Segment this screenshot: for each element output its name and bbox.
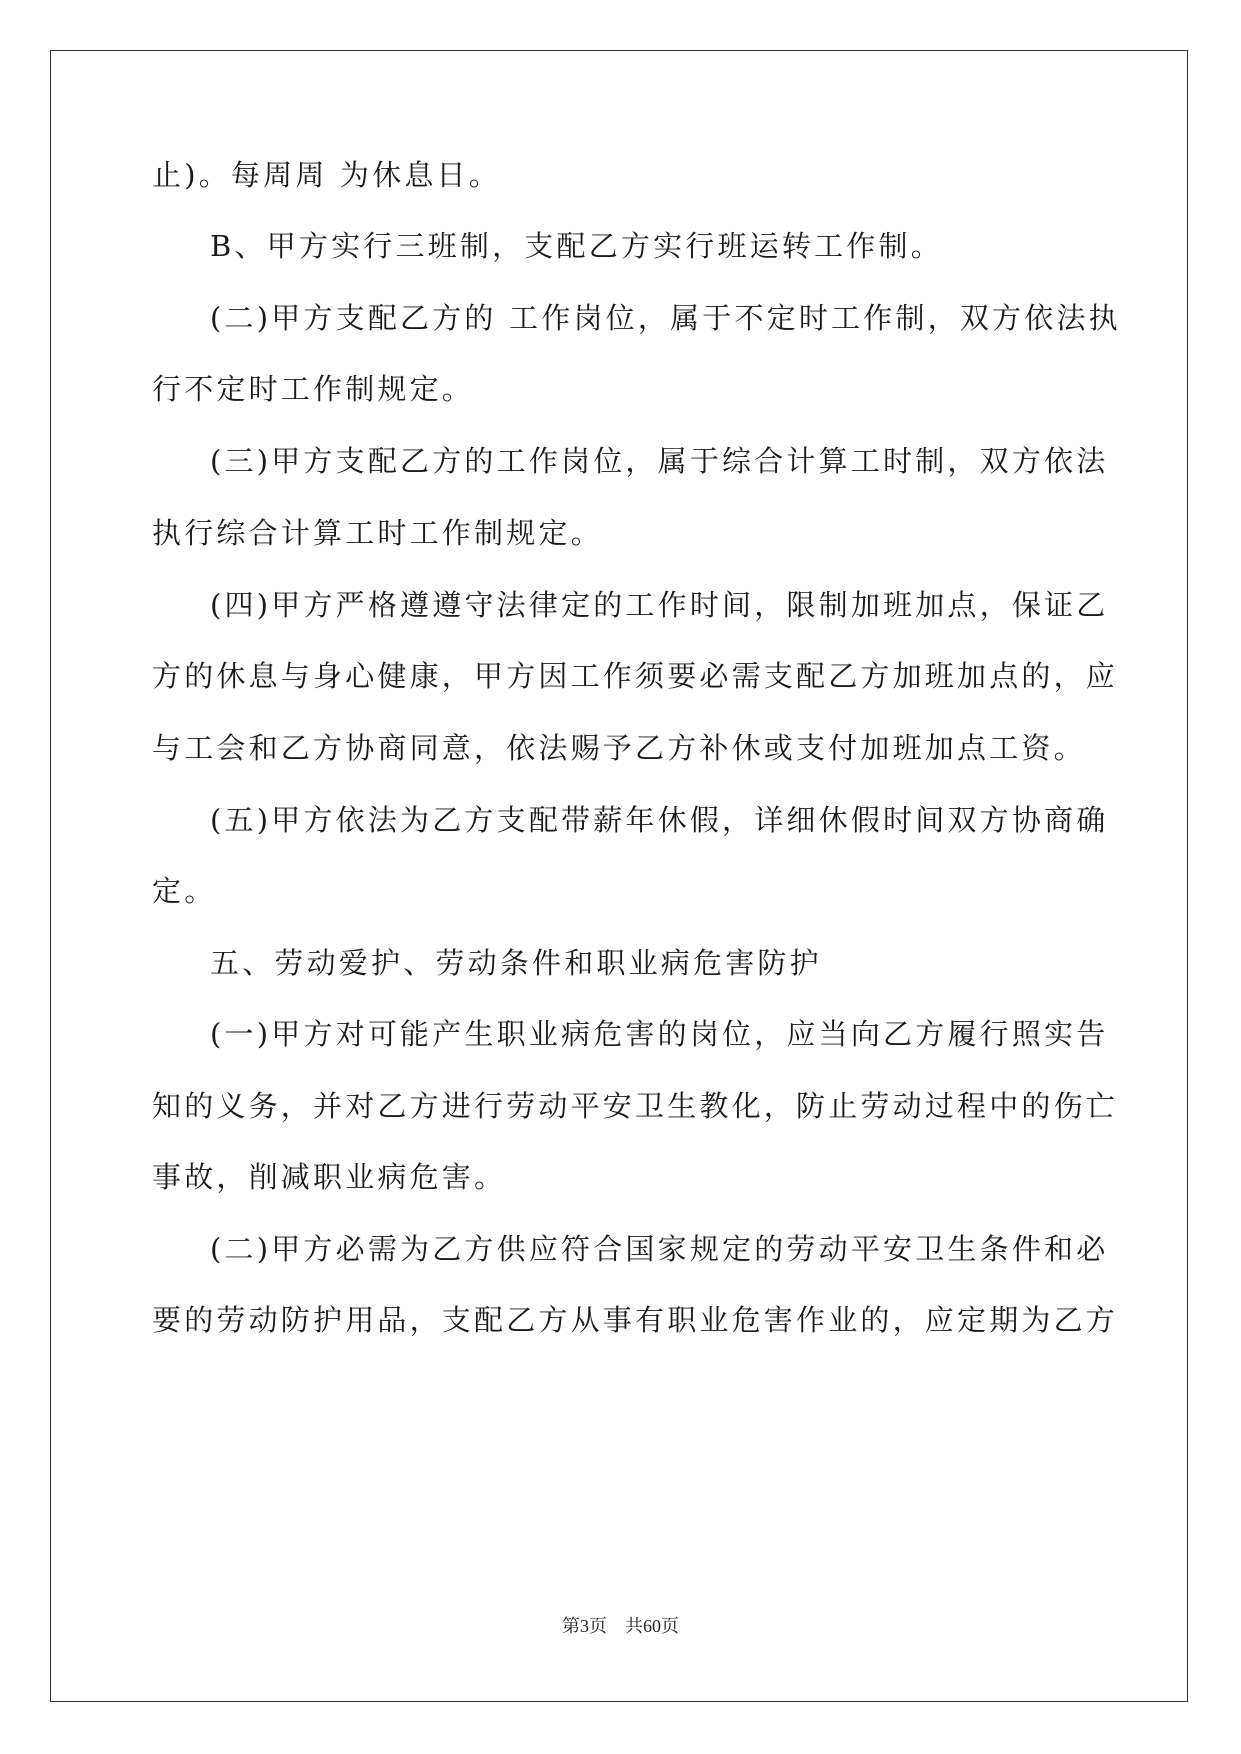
body-line: (一)甲方对可能产生职业病危害的岗位，应当向乙方履行照实告 — [210, 1017, 1109, 1051]
body-line: (五)甲方依法为乙方支配带薪年休假，详细休假时间双方协商确 — [210, 803, 1109, 837]
body-line: (二)甲方支配乙方的 工作岗位，属于不定时工作制，双方依法执 — [210, 301, 1121, 335]
body-line: (三)甲方支配乙方的工作岗位，属于综合计算工时制，双方依法 — [210, 444, 1109, 478]
body-line: 止)。每周周 为休息日。 — [152, 158, 501, 192]
body-line: 执行综合计算工时工作制规定。 — [152, 516, 603, 550]
section-heading: 五、劳动爱护、劳动条件和职业病危害防护 — [210, 946, 822, 980]
body-line: 知的义务，并对乙方进行劳动平安卫生教化，防止劳动过程中的伤亡 — [152, 1089, 1119, 1123]
body-line: 方的休息与身心健康，甲方因工作须要必需支配乙方加班加点的，应 — [152, 659, 1119, 693]
body-line: 事故，削减职业病危害。 — [152, 1160, 507, 1194]
body-line: B、甲方实行三班制，支配乙方实行班运转工作制。 — [210, 229, 943, 263]
body-line: 行不定时工作制规定。 — [152, 372, 475, 406]
body-line: 与工会和乙方协商同意，依法赐予乙方补休或支付加班加点工资。 — [152, 731, 1086, 765]
body-line: 要的劳动防护用品，支配乙方从事有职业危害作业的，应定期为乙方 — [152, 1303, 1119, 1337]
body-line: (二)甲方必需为乙方供应符合国家规定的劳动平安卫生条件和必 — [210, 1232, 1109, 1266]
body-line: 定。 — [152, 874, 217, 908]
page-total: 共60页 — [625, 1616, 679, 1636]
page-footer — [0, 1614, 1241, 1638]
page-number: 第3页 — [562, 1616, 607, 1636]
body-line: (四)甲方严格遵遵守法律定的工作时间，限制加班加点，保证乙 — [210, 588, 1109, 622]
